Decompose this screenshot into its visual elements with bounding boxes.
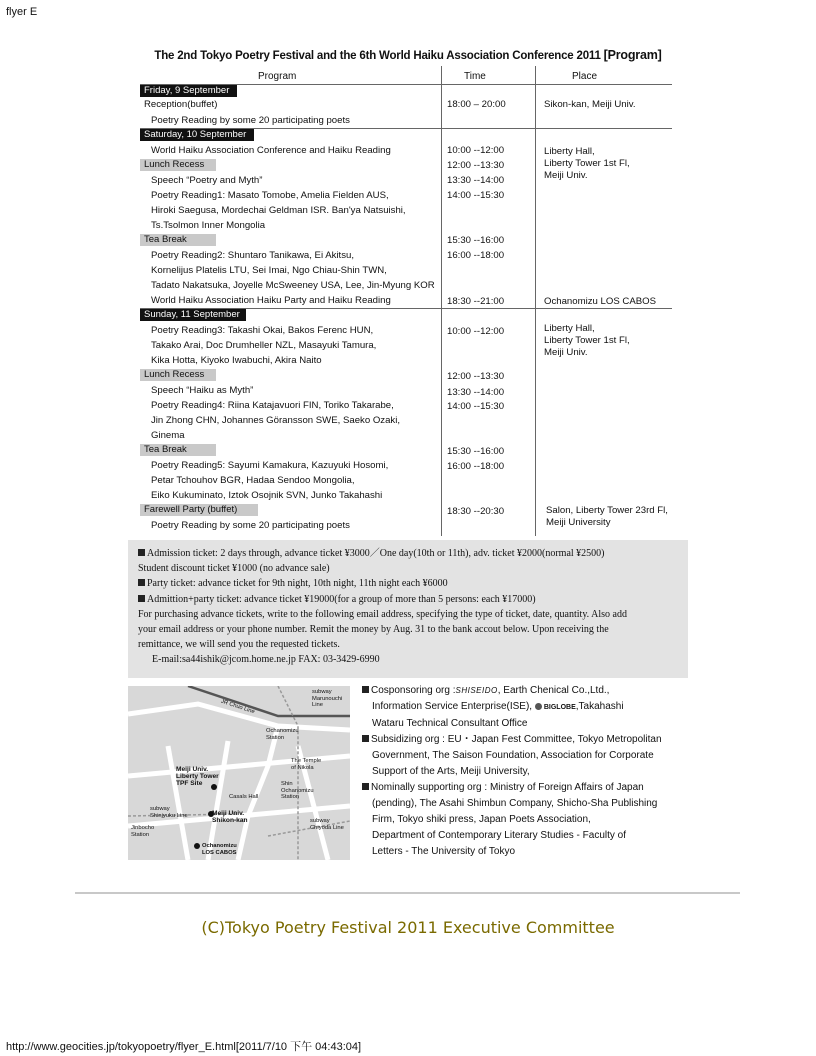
sat-item: Tadato Nakatsuka, Joyelle McSweeney USA, Lee, Jin-Myung KOR [151, 280, 435, 291]
sun-item: Eiko Kukuminato, Iztok Osojnik SVN, Junko Takahashi [151, 490, 383, 501]
map-label: Jinbocho Station [131, 825, 155, 838]
friday-place: Sikon-kan, Meiji Univ. [544, 99, 636, 110]
sat-place-loscabos: Ochanomizu LOS CABOS [544, 296, 656, 307]
sat-item: Hiroki Saegusa, Mordechai Geldman ISR. Ban'ya Natsuishi, [151, 205, 406, 216]
ticket-line: Admittion+party ticket: advance ticket ¥19000(for a group of more than 5 persons: each ¥17000) [138, 592, 678, 607]
org-line: Support of the Arts, Meiji University, [372, 766, 530, 777]
sun-time: 14:00 --15:30 [447, 401, 505, 412]
place-line: Liberty Tower 1st Fl, [544, 335, 630, 346]
map-label-shikon: Meiji Univ. Shikon-kan [212, 810, 248, 824]
ticket-line: Party ticket: advance ticket for 9th night, 10th night, 11th night each ¥6000 [138, 576, 678, 591]
divider [75, 892, 740, 894]
sat-item: Kornelijus Platelis LTU, Sei Imai, Ngo Chiau-Shin TWN, [151, 265, 387, 276]
sat-time: 14:00 --15:30 [447, 190, 505, 201]
contact-line: E-mail:sa44ishik@jcom.home.ne.jp FAX: 03-3429-6990 [152, 654, 380, 666]
map-label: Shin Ochanomizu Station [281, 781, 314, 800]
org-line: Department of Contemporary Literary Studies - Faculty of [372, 830, 626, 841]
ticket-line: Admission ticket: 2 days through, advance ticket ¥3000／One day(10th or 11th), adv. ticket ¥2000(normal ¥2500) [138, 546, 678, 561]
sun-item: Petar Tchouhov BGR, Hadaa Sendoo Mongolia, [151, 475, 355, 486]
map-label: The Temple of Nikola [291, 758, 322, 771]
sun-tea-break: Tea Break [140, 444, 216, 456]
place-line: Meiji University [546, 517, 611, 528]
program-title [0, 48, 816, 62]
day-sunday: Sunday, 11 September [140, 309, 246, 321]
org-line: Nominally supporting org : Ministry of Foreign Affairs of Japan [362, 780, 662, 796]
sat-time: 18:30 --21:00 [447, 296, 505, 307]
org-line: Information Service Enterprise(ISE), BIGLOBE,Takahashi [372, 701, 624, 712]
sat-place-liberty [544, 146, 630, 182]
reception: Reception(buffet) [144, 99, 218, 110]
sun-farewell-party: Farewell Party (buffet) [140, 504, 258, 516]
sun-time: 15:30 --16:00 [447, 446, 505, 457]
page-label: flyer E [6, 6, 38, 18]
sun-item: Poetry Reading3: Takashi Okai, Bakos Ferenc HUN, [151, 325, 374, 336]
sun-item: Takako Arai, Doc Drumheller NZL, Masayuki Tamura, [151, 340, 377, 351]
map-streets [128, 686, 350, 860]
venue-map [128, 686, 350, 860]
sun-item: Poetry Reading4: Riina Katajavuori FIN, Toriko Takarabe, [151, 400, 394, 411]
ticket-line: remittance, we will send you the requested tickets. [138, 639, 340, 651]
sat-time: 13:30 --14:00 [447, 175, 505, 186]
org-line: Cosponsoring org :SHISEIDO, Earth Chenical Co.,Ltd., [362, 683, 662, 699]
time-column-divider [441, 66, 442, 536]
ticket-info [128, 540, 688, 678]
day-saturday: Saturday, 10 September [140, 129, 254, 141]
map-label: JR Chuo Line [220, 698, 256, 716]
sun-time: 12:00 --13:30 [447, 371, 505, 382]
map-label: subway Shinjyuku Line [150, 806, 188, 819]
sun-time: 16:00 --18:00 [447, 461, 505, 472]
org-line: Firm, Tokyo shiki press, Japan Poets Association, [372, 814, 591, 825]
day-friday: Friday, 9 September [140, 85, 237, 97]
footer-url: http://www.geocities.jp/tokyopoetry/flyer_E.html[2011/7/10 下午 04:43:04] [6, 1041, 362, 1053]
map-label-liberty: Meiji Univ. Liberty Tower TPF Site [176, 766, 219, 787]
map-label: Ochanomizu Station [266, 728, 299, 741]
sun-item: Speech “Haiku as Myth” [151, 385, 254, 396]
sat-time: 15:30 --16:00 [447, 235, 505, 246]
map-label-loscabos: Ochanomizu LOS CABOS [202, 843, 237, 856]
sat-item: World Haiku Association Haiku Party and Haiku Reading [151, 295, 391, 306]
header-time: Time [464, 71, 486, 82]
ticket-line: your email address or your phone number. Remit the money by Aug. 31 to the bank accout below. Upon receiving the [138, 624, 609, 636]
sun-item: Poetry Reading by some 20 participating poets [151, 520, 350, 531]
sun-time: 18:30 --20:30 [447, 506, 505, 517]
place-line: Liberty Tower 1st Fl, [544, 158, 630, 169]
map-label: subway Marunouchi Line [312, 689, 343, 708]
sun-lunch-recess: Lunch Recess [140, 369, 216, 381]
sun-item: Ginema [151, 430, 185, 441]
sat-item: Poetry Reading2: Shuntaro Tanikawa, Ei Akitsu, [151, 250, 355, 261]
sun-item: Poetry Reading5: Sayumi Kamakura, Kazuyuki Hosomi, [151, 460, 389, 471]
friday-time: 18:00 – 20:00 [447, 99, 506, 110]
place-column-divider [535, 66, 536, 536]
sat-time: 12:00 --13:30 [447, 160, 505, 171]
sat-tea-break: Tea Break [140, 234, 216, 246]
title-text: The 2nd Tokyo Poetry Festival and the 6th World Haiku Association Conference 2011 [154, 50, 601, 62]
header-program: Program [258, 71, 297, 82]
org-line: (pending), The Asahi Shimbun Company, Shicho-Sha Publishing [372, 798, 658, 809]
ticket-line: For purchasing advance tickets, write to the following email address, specifying the type of ticket, date, quantity. Also add [138, 608, 627, 620]
org-line: Government, The Saison Foundation, Association for Corporate [372, 750, 654, 761]
org-line: Letters - The University of Tokyo [372, 846, 516, 857]
copyright: (C)Tokyo Poetry Festival 2011 Executive Committee [201, 918, 615, 937]
sun-time: 10:00 --12:00 [447, 326, 505, 337]
org-line: Wataru Technical Consultant Office [372, 718, 528, 729]
place-line: Meiji Univ. [544, 170, 588, 181]
sun-item: Kika Hotta, Kiyoko Iwabuchi, Akira Naito [151, 355, 322, 366]
organizations [362, 683, 662, 860]
place-line: Liberty Hall, [544, 146, 595, 157]
map-label: Casals Hall [229, 794, 259, 800]
sun-item: Jin Zhong CHN, Johannes Göransson SWE, Saeko Ozaki, [151, 415, 401, 426]
sat-item: World Haiku Association Conference and Haiku Reading [151, 145, 391, 156]
sat-time: 10:00 --12:00 [447, 145, 505, 156]
header-place: Place [572, 71, 598, 82]
org-line: Subsidizing org : EU・Japan Fest Committee, Tokyo Metropolitan [362, 732, 662, 748]
place-line: Liberty Hall, [544, 323, 595, 334]
title-tag: [Program] [603, 48, 662, 62]
sun-place-salon [546, 505, 668, 529]
place-line: Meiji Univ. [544, 347, 588, 358]
sun-place-liberty [544, 323, 630, 359]
sat-lunch-recess: Lunch Recess [140, 159, 216, 171]
sat-time: 16:00 --18:00 [447, 250, 505, 261]
map-label: subway Chiyoda Line [310, 818, 344, 831]
friday-reading: Poetry Reading by some 20 participating poets [151, 115, 350, 126]
place-line: Salon, Liberty Tower 23rd Fl, [546, 505, 668, 516]
biglobe-logo-icon [535, 703, 542, 710]
sat-item: Speech “Poetry and Myth” [151, 175, 263, 186]
ticket-line: Student discount ticket ¥1000 (no advance sale) [138, 563, 330, 575]
sun-time: 13:30 --14:00 [447, 387, 505, 398]
sat-item: Poetry Reading1: Masato Tomobe, Amelia Fielden AUS, [151, 190, 389, 201]
sat-item: Ts.Tsolmon Inner Mongolia [151, 220, 266, 231]
